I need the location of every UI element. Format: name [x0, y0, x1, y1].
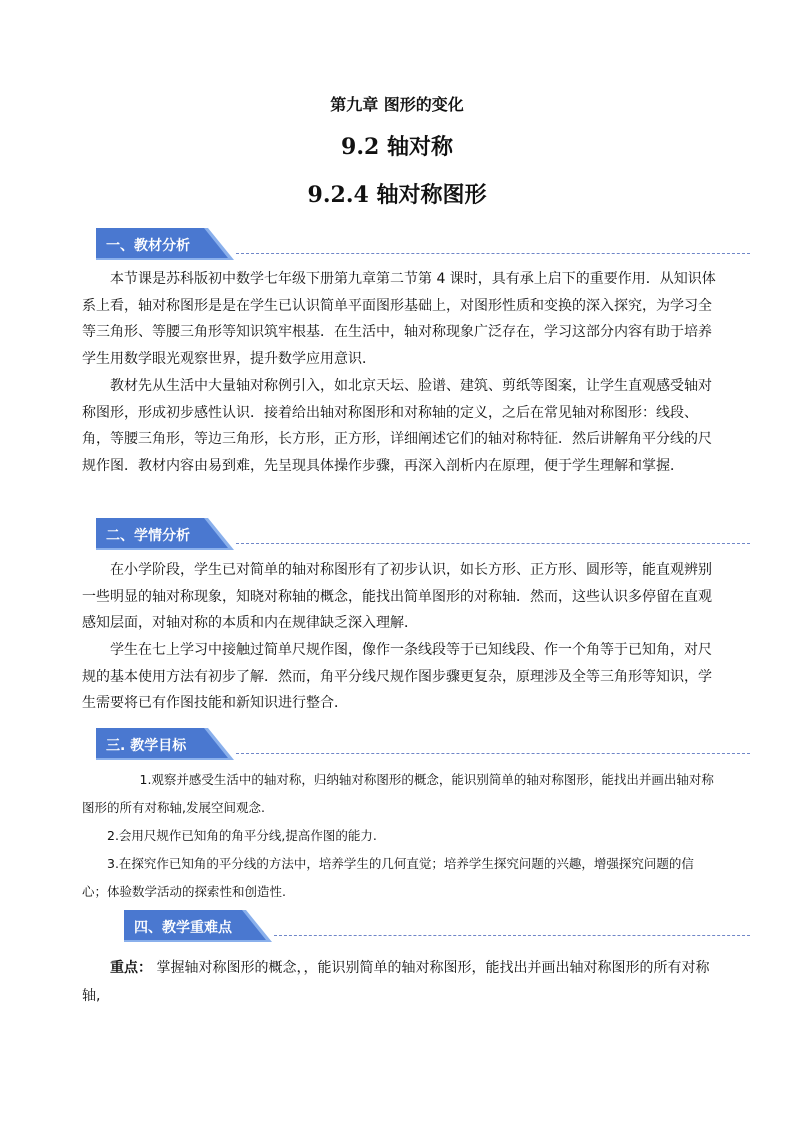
section-header-learner-analysis — [96, 518, 750, 552]
key-points-text: 掌握轴对称图形的概念，，能识别简单的轴对称图形，能找出并画出轴对称图形的所有对称轴, — [82, 960, 710, 1004]
section-title: 9.2 轴对称 — [341, 134, 453, 160]
dashed-divider — [236, 253, 750, 254]
chapter-title: 第九章 图形的变化 — [330, 95, 464, 114]
paragraph: 在小学阶段，学生已对简单的轴对称图形有了初步认识，如长方形、正方形、圆形等，能直观辨别一些明显的轴对称现象，知晓对称轴的概念，能找出简单图形的对称轴．然而，这些认识多停留在直观感知层面，对轴对称的本质和内在规律缺乏深入理解． — [82, 562, 712, 631]
section-header-label: 二、学情分析 — [106, 528, 190, 544]
paragraph: 学生在七上学习中接触过简单尺规作图，像作一条线段等于已知线段、作一个角等于已知角，对尺规的基本使用方法有初步了解．然而，角平分线尺规作图步骤更复杂，原理涉及全等三角形等知识，学生需要将已有作图技能和新知识进行整合． — [82, 642, 712, 711]
objective-item: 3.在探究作已知角的平分线的方法中，培养学生的几何直觉；培养学生探究问题的兴趣，增强探究问题的信心；体验数学活动的探索性和创造性. — [82, 856, 694, 899]
dashed-divider — [274, 935, 750, 936]
section-header-label: 一、教材分析 — [106, 238, 190, 254]
dashed-divider — [236, 753, 750, 754]
subsection-title: 9.2.4 轴对称图形 — [307, 182, 487, 208]
dashed-divider — [236, 543, 750, 544]
section-header-objectives — [96, 728, 750, 762]
section-header-textbook-analysis — [96, 228, 750, 262]
section-header-label: 三. 教学目标 — [106, 738, 187, 754]
section-header-label: 四、教学重难点 — [134, 920, 232, 936]
section-header-key-points — [124, 910, 750, 944]
objective-item: 1.观察并感受生活中的轴对称，归纳轴对称图形的概念，能识别简单的轴对称图形，能找出并画出轴对称图形的所有对称轴,发展空间观念. — [82, 772, 714, 815]
paragraph: 教材先从生活中大量轴对称例引入，如北京天坛、脸谱、建筑、剪纸等图案，让学生直观感受轴对称图形，形成初步感性认识．接着给出轴对称图形和对称轴的定义，之后在常见轴对称图形：线段、角，等腰三角形，等边三角形，长方形，正方形，详细阐述它们的轴对称特征．然后讲解角平分线的尺规作图．教材内容由易到难，先呈现具体操作步骤，再深入剖析内在原理，便于学生理解和掌握． — [82, 378, 712, 474]
objective-item: 2.会用尺规作已知角的角平分线,提高作图的能力. — [107, 828, 377, 843]
key-points-label: 重点： — [110, 960, 152, 976]
key-points-paragraph — [82, 954, 718, 1010]
paragraph: 本节课是苏科版初中数学七年级下册第九章第二节第 4 课时，具有承上启下的重要作用．从知识体系上看，轴对称图形是是在学生已认识简单平面图形基础上，对图形性质和变换的深入探究，为学习全等三角形、等腰三角形等知识筑牢根基．在生活中，轴对称现象广泛存在，学习这部分内容有助于培养学生用数学眼光观察世界，提升数学应用意识． — [82, 271, 716, 367]
